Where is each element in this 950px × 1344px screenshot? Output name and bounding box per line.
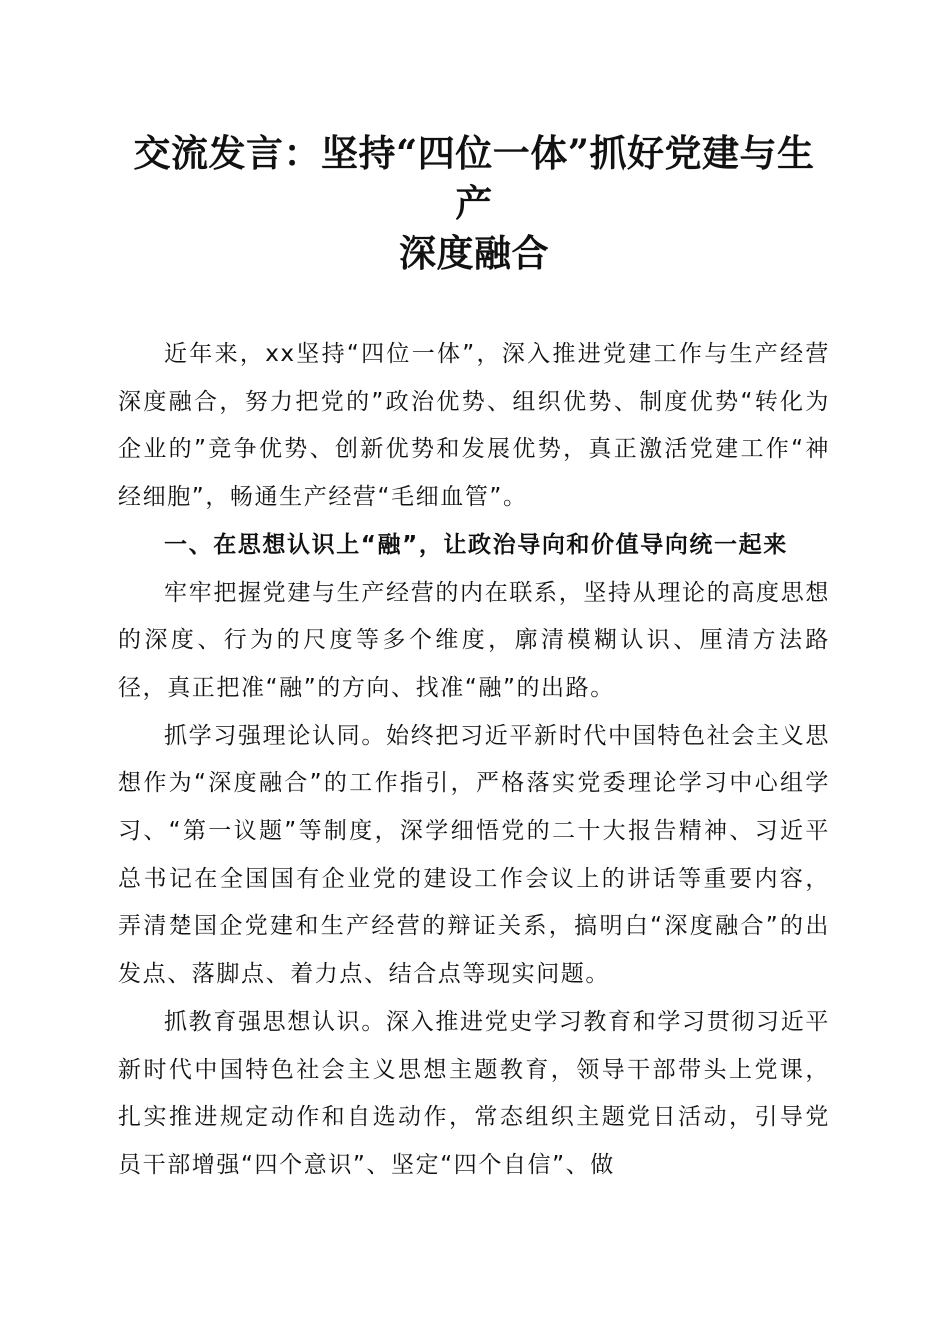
document-title bbox=[118, 128, 830, 278]
title-line-2: 深度融合 bbox=[399, 231, 549, 275]
body-paragraph: 抓教育强思想认识。深入推进党史学习教育和学习贯彻习近平新时代中国特色社会主义思想主题教育，领导干部带头上党课，扎实推进规定动作和自选动作，常态组织主题党日活动，引导党员干部增强“四个意识”、坚定“四个自信”、做 bbox=[118, 1008, 830, 1178]
section-heading-1: 一、在思想认识上“融”，让政治导向和价值导向统一起来 bbox=[164, 531, 788, 558]
body-paragraph: 抓学习强理论认同。始终把习近平新时代中国特色社会主义思想作为“深度融合”的工作指引，严格落实党委理论学习中心组学习、“第一议题”等制度，深学细悟党的二十大报告精神、习近平总书记在全国国有企业党的建设工作会议上的讲话等重要内容，弄清楚国企党建和生产经营的辩证关系，搞明白“深度融合”的出发点、落脚点、着力点、结合点等现实问题。 bbox=[118, 722, 830, 988]
document-page bbox=[118, 128, 830, 1190]
title-line-1: 交流发言：坚持“四位一体”抓好党建与生产 bbox=[133, 131, 815, 225]
body-paragraph: 牢牢把握党建与生产经营的内在联系，坚持从理论的高度思想的深度、行为的尺度等多个维度，廓清模糊认识、厘清方法路径，真正把准“融”的方向、找准“融”的出路。 bbox=[118, 579, 830, 701]
intro-paragraph: 近年来，xx坚持“四位一体”，深入推进党建工作与生产经营深度融合，努力把党的”政治优势、组织优势、制度优势“转化为企业的”竞争优势、创新优势和发展优势，真正激活党建工作“神经细胞”，畅通生产经营“毛细血管”。 bbox=[118, 341, 830, 511]
